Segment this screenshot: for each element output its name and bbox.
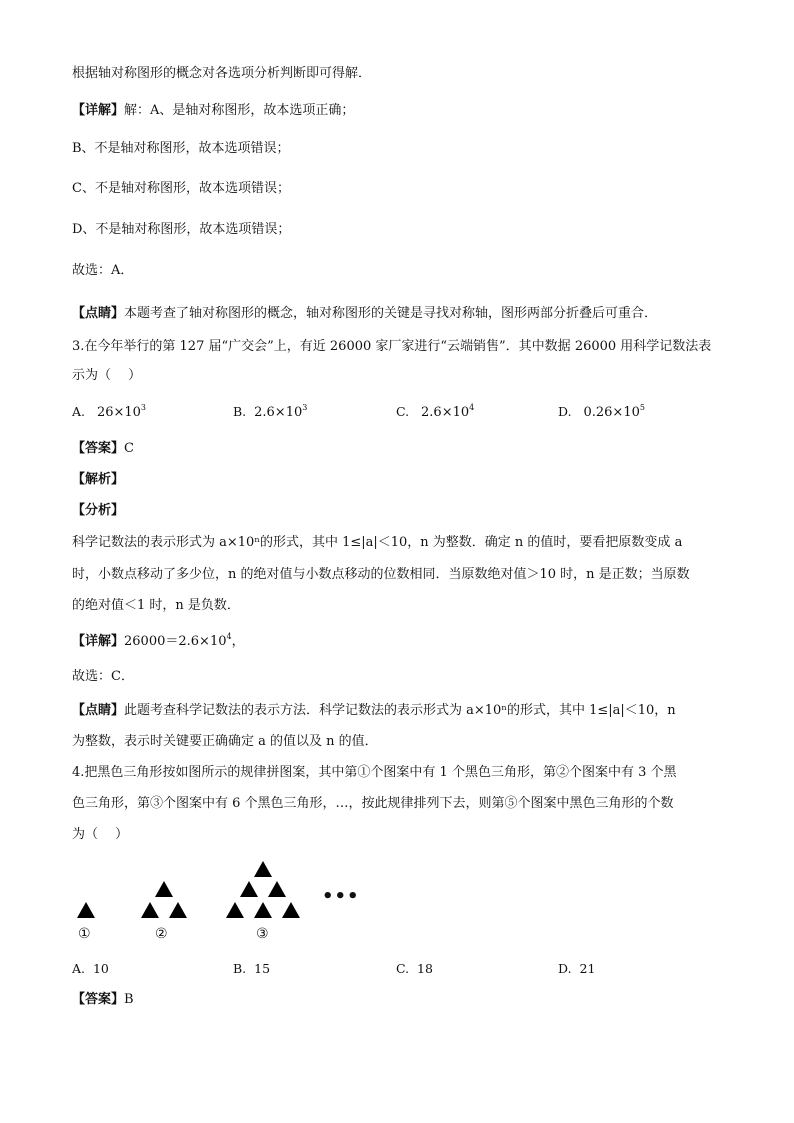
option-label: A.	[72, 404, 86, 419]
option-value: 18	[417, 961, 433, 976]
option-value: 2.6×10	[421, 405, 470, 420]
option-value: 2.6×10	[254, 405, 303, 420]
explanation-line: 根据轴对称图形的概念对各选项分析判断即可得解．	[72, 66, 372, 81]
black-triangle	[155, 881, 173, 897]
option-label: B.	[233, 961, 247, 976]
q3-answer	[72, 441, 134, 457]
answer-tag: 【答案】	[72, 992, 125, 1007]
q3-analysis-line1: 科学记数法的表示形式为 a×10ⁿ的形式，其中 1≤|a|＜10，n 为整数．确定 n 的值时，要看把原数变成 a	[72, 535, 683, 550]
q3-option-b	[233, 404, 307, 421]
black-triangle	[169, 902, 187, 918]
answer-value: C	[124, 441, 134, 456]
option-label: C.	[396, 404, 410, 419]
answer-value: B	[124, 992, 134, 1007]
black-triangle	[226, 902, 244, 918]
option-exponent: 5	[639, 403, 645, 412]
detail-exponent: 4	[226, 632, 232, 641]
q3-analysis-line2: 时，小数点移动了多少位，n 的绝对值与小数点移动的位数相同．当原数绝对值＞10 时，n 是正数；当原数	[72, 567, 690, 582]
q4-stem-line1: 4.把黑色三角形按如图所示的规律拼图案，其中第①个图案中有 1 个黑色三角形，第②个图案中有 3 个黑	[72, 765, 677, 780]
q4-stem-line3: 为（ ）	[72, 827, 129, 842]
q4-option-d	[558, 961, 595, 977]
option-value: 10	[92, 961, 109, 976]
black-triangle	[254, 861, 272, 877]
black-triangle	[240, 881, 258, 897]
option-label: D.	[558, 961, 572, 976]
option-exponent: 3	[140, 403, 147, 412]
q3-option-a	[72, 404, 146, 421]
q4-option-a	[72, 961, 109, 977]
detail-math: 26000＝2.6×10	[124, 634, 227, 649]
q3-comment-line1	[72, 703, 676, 719]
detail-text: 解：A、是轴对称图形，故本选项正确；	[124, 103, 355, 118]
q3-comment-line2: 为整数，表示时关键要正确确定 a 的值以及 n 的值．	[72, 734, 378, 749]
detail-tag: 【详解】	[72, 634, 125, 649]
black-triangle	[282, 902, 300, 918]
option-label: B.	[233, 404, 247, 419]
option-label: D.	[558, 404, 572, 419]
option-value: 21	[579, 961, 596, 976]
continuation-dots: •••	[322, 886, 360, 907]
q3-stem-line1: 3.在今年举行的第 127 届“广交会”上，有近 26000 家厂家进行“云端销售”．其中数据 26000 用科学记数法表	[72, 339, 712, 354]
option-c-analysis: C、不是轴对称图形，故本选项错误；	[72, 181, 290, 196]
option-value: 15	[254, 961, 271, 976]
comment-tag: 【点睛】	[72, 306, 125, 321]
option-b-analysis: B、不是轴对称图形，故本选项错误；	[72, 141, 290, 156]
comment-tag: 【点睛】	[72, 703, 125, 718]
option-label: A.	[72, 961, 86, 976]
detail-line	[72, 103, 354, 119]
q3-fenxi-heading: 【分析】	[72, 503, 125, 518]
option-exponent: 3	[302, 403, 308, 412]
comment-text: 此题考查科学记数法的表示方法．科学记数法的表示形式为 a×10ⁿ的形式，其中 1≤|a|＜10，n	[124, 703, 676, 718]
q3-option-d	[558, 404, 645, 421]
q4-answer	[72, 992, 134, 1008]
detail-tag: 【详解】	[72, 103, 125, 118]
option-value: 0.26×10	[583, 405, 640, 420]
answer-tag: 【答案】	[72, 441, 125, 456]
pattern-caption-2: ②	[155, 926, 168, 942]
black-triangle	[77, 902, 95, 918]
option-value: 26×10	[96, 405, 141, 420]
black-triangle	[268, 881, 286, 897]
option-exponent: 4	[469, 403, 475, 412]
option-label: C.	[396, 961, 410, 976]
q3-stem-line2: 示为（ ）	[72, 368, 142, 383]
q4-option-c	[396, 961, 433, 977]
pattern-caption-1: ①	[78, 926, 91, 942]
q3-analysis-line3: 的绝对值＜1 时，n 是负数．	[72, 598, 240, 613]
comment-text: 本题考查了轴对称图形的概念，轴对称图形的关键是寻找对称轴，图形两部分折叠后可重合．	[124, 306, 658, 321]
q4-option-b	[233, 961, 270, 977]
pattern-caption-3: ③	[256, 926, 269, 942]
choice-line: 故选：A．	[72, 263, 134, 278]
q3-detail	[72, 634, 245, 650]
q4-stem-line2: 色三角形，第③个图案中有 6 个黑色三角形，…，按此规律排列下去，则第⑤个图案中黑色三角形的个数	[72, 796, 674, 811]
detail-end: ，	[231, 634, 245, 649]
q3-choice: 故选：C．	[72, 669, 134, 684]
comment-line	[72, 306, 657, 322]
option-d-analysis: D、不是轴对称图形，故本选项错误；	[72, 222, 291, 237]
q3-jiexi-heading: 【解析】	[72, 472, 125, 487]
black-triangle	[141, 902, 159, 918]
q3-option-c	[396, 404, 474, 421]
black-triangle	[254, 902, 272, 918]
